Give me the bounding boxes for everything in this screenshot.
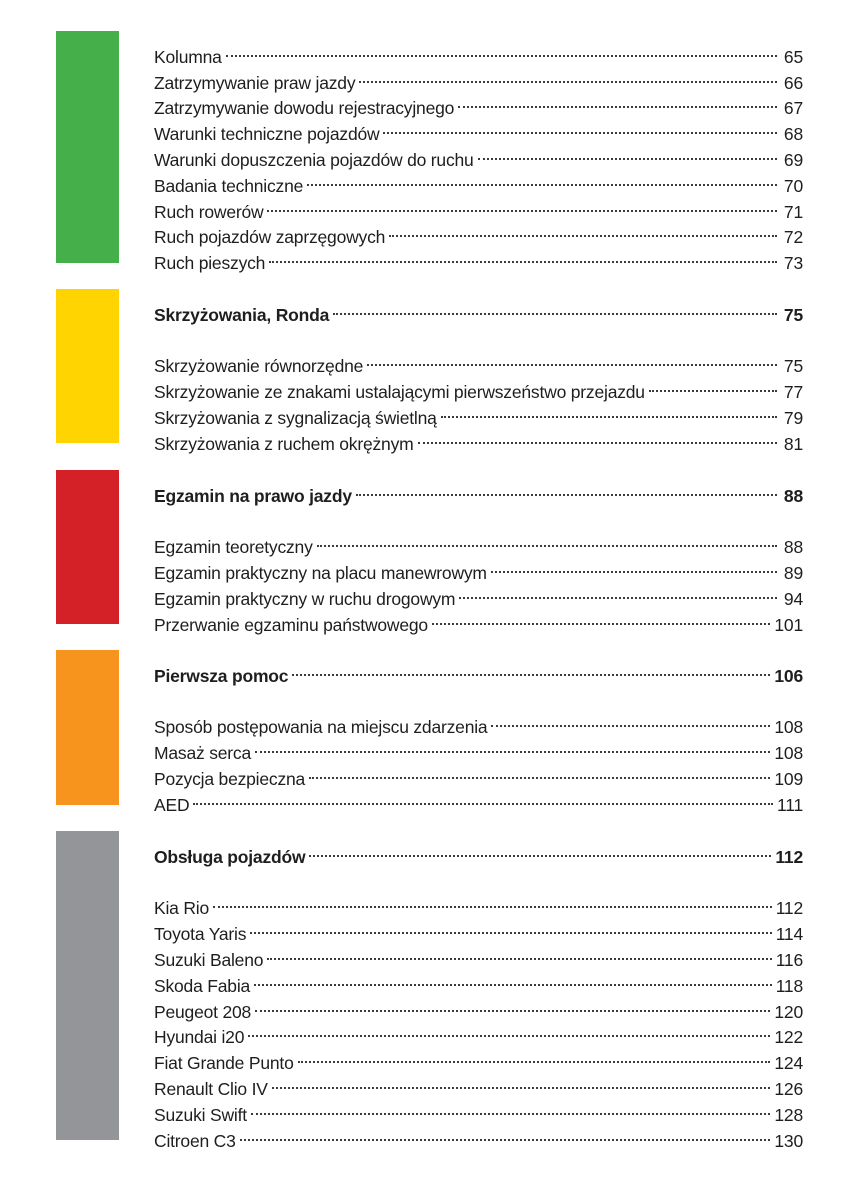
toc-entry-title: Ruch rowerów	[154, 201, 264, 222]
toc-entry-title: Warunki techniczne pojazdów	[154, 124, 380, 145]
dot-leader	[254, 966, 772, 992]
dot-leader	[383, 114, 777, 140]
dot-leader	[248, 1018, 770, 1044]
toc-entry-title: Ruch pojazdów zaprzęgowych	[154, 227, 386, 248]
toc-entry-title: Suzuki Swift	[154, 1104, 247, 1125]
toc-entry-page: 128	[774, 1104, 803, 1125]
section-color-bar-yellow	[56, 289, 119, 443]
toc-entry-title: Badania techniczne	[154, 175, 304, 196]
toc-entry-page: 89	[783, 563, 803, 584]
toc-entry-title: Toyota Yaris	[154, 924, 247, 945]
toc-entry-title: Renault Clio IV	[154, 1078, 268, 1099]
dot-leader	[255, 733, 770, 759]
toc-section-grey	[154, 837, 803, 1151]
dot-leader	[298, 1043, 771, 1069]
toc-entry[interactable]	[154, 1043, 803, 1074]
toc-entry[interactable]	[154, 1095, 803, 1125]
dot-leader	[307, 166, 777, 192]
section-color-bar-green	[56, 31, 119, 263]
toc-section-green	[154, 37, 803, 274]
dot-leader	[292, 656, 770, 682]
toc-entry-title: Zatrzymywanie dowodu rejestracyjnego	[154, 98, 455, 119]
dot-leader	[193, 785, 773, 811]
dot-leader	[441, 398, 777, 424]
dot-leader	[309, 759, 770, 785]
toc-entry-title: Citroen C3	[154, 1130, 236, 1151]
dot-leader	[418, 424, 778, 450]
toc-chapter-heading[interactable]	[154, 656, 803, 686]
toc-chapter-page: 88	[783, 485, 803, 506]
toc-entry-title: Skrzyżowania z ruchem okrężnym	[154, 433, 414, 454]
dot-leader	[458, 89, 777, 115]
toc-entry-page: 122	[774, 1027, 803, 1048]
toc-entry-page: 70	[783, 175, 803, 196]
toc-entry-page: 130	[774, 1130, 803, 1151]
dot-leader	[317, 528, 777, 554]
toc-entry-page: 111	[776, 794, 803, 815]
toc-entry-title: Egzamin praktyczny w ruchu drogowym	[154, 588, 456, 609]
dot-leader	[491, 553, 777, 579]
toc-entry-title: Masaż serca	[154, 743, 251, 764]
toc-entry-page: 126	[774, 1078, 803, 1099]
dot-leader	[478, 140, 777, 166]
toc-entry-page: 67	[783, 98, 803, 119]
toc-entry-page: 101	[774, 614, 803, 635]
toc-chapter-title: Obsługa pojazdów	[154, 846, 306, 867]
toc-entry-title: Kolumna	[154, 46, 222, 67]
section-color-bar-orange	[56, 650, 119, 805]
toc-entry-title: Skrzyżowanie równorzędne	[154, 356, 364, 377]
toc-entry-page: 108	[774, 717, 803, 738]
toc-entry[interactable]	[154, 785, 803, 815]
toc-entry-page: 77	[783, 382, 803, 403]
toc-entry-page: 114	[775, 924, 803, 945]
toc-entry-title: Ruch pieszych	[154, 253, 266, 274]
toc-entry-page: 72	[783, 227, 803, 248]
toc-entry-title: Hyundai i20	[154, 1027, 245, 1048]
toc-entry[interactable]	[154, 37, 803, 67]
toc-entry-page: 79	[783, 407, 803, 428]
toc-chapter-heading[interactable]	[154, 295, 803, 325]
toc-entry-page: 116	[775, 949, 803, 970]
toc-entry-page: 75	[783, 356, 803, 377]
dot-leader	[250, 914, 771, 940]
section-color-bar-red	[56, 470, 119, 624]
toc-entry-page: 118	[775, 975, 803, 996]
toc-entry-title: Suzuki Baleno	[154, 949, 264, 970]
toc-section-yellow	[154, 295, 803, 454]
dot-leader	[333, 295, 777, 321]
dot-leader	[255, 992, 770, 1018]
toc-section-orange	[154, 656, 803, 815]
toc-entry[interactable]	[154, 889, 803, 919]
toc-entry-page: 88	[783, 537, 803, 558]
toc-entry-page: 81	[783, 433, 803, 454]
dot-leader	[267, 940, 771, 966]
toc-entry-title: Warunki dopuszczenia pojazdów do ruchu	[154, 149, 474, 170]
dot-leader	[389, 218, 777, 244]
toc-entry-page: 94	[783, 588, 803, 609]
toc-chapter-page: 75	[783, 304, 803, 325]
dot-leader	[272, 1069, 771, 1095]
toc-chapter-heading[interactable]	[154, 476, 803, 506]
toc-entry-title: Skoda Fabia	[154, 975, 251, 996]
toc-entry[interactable]	[154, 708, 803, 738]
toc-entry-page: 108	[774, 743, 803, 764]
toc-entry-page: 69	[783, 149, 803, 170]
toc-entry[interactable]	[154, 63, 803, 93]
toc-chapter-title: Pierwsza pomoc	[154, 665, 289, 686]
toc-entry-title: Zatrzymywanie praw jazdy	[154, 72, 356, 93]
toc-entry-page: 73	[783, 253, 803, 274]
toc-chapter-page: 112	[775, 846, 803, 867]
toc-entry-title: Skrzyżowanie ze znakami ustalającymi pierwszeństwo przejazdu	[154, 382, 645, 403]
dot-leader	[356, 476, 777, 502]
toc-entry-page: 109	[774, 768, 803, 789]
toc-entry-page: 71	[783, 201, 803, 222]
dot-leader	[491, 708, 770, 734]
dot-leader	[226, 37, 777, 63]
toc-entry-page: 112	[775, 898, 803, 919]
toc-entry-page: 68	[783, 124, 803, 145]
toc-entry-title: Egzamin teoretyczny	[154, 537, 313, 558]
toc-entry-title: Peugeot 208	[154, 1001, 252, 1022]
toc-entry-title: Fiat Grande Punto	[154, 1053, 294, 1074]
toc-entry-page: 66	[783, 72, 803, 93]
dot-leader	[213, 889, 772, 915]
toc-entry-title: AED	[154, 794, 190, 815]
toc-chapter-title: Skrzyżowania, Ronda	[154, 304, 330, 325]
toc-entry-title: Kia Rio	[154, 898, 210, 919]
toc-section-red	[154, 476, 803, 635]
toc-entry[interactable]	[154, 1018, 803, 1048]
toc-entry[interactable]	[154, 940, 803, 970]
toc-entry-page: 120	[774, 1001, 803, 1022]
toc-entry[interactable]	[154, 1121, 803, 1151]
dot-leader	[251, 1095, 770, 1121]
toc-entry-title: Skrzyżowania z sygnalizacją świetlną	[154, 407, 437, 428]
toc-chapter-page: 106	[774, 665, 803, 686]
toc-entry[interactable]	[154, 347, 803, 377]
dot-leader	[309, 837, 771, 863]
toc-entry[interactable]	[154, 914, 803, 945]
toc-entry-title: Sposób postępowania na miejscu zdarzenia	[154, 717, 488, 738]
dot-leader	[459, 579, 777, 605]
dot-leader	[359, 63, 777, 89]
section-color-bar-grey	[56, 831, 119, 1140]
toc-entry-page: 124	[774, 1053, 803, 1074]
toc-entry-page: 65	[783, 46, 803, 67]
dot-leader	[267, 192, 777, 218]
toc-entry-title: Przerwanie egzaminu państwowego	[154, 614, 428, 635]
toc-entry-title: Pozycja bezpieczna	[154, 768, 306, 789]
toc-entry-title: Egzamin praktyczny na placu manewrowym	[154, 563, 487, 584]
toc-chapter-heading[interactable]	[154, 837, 803, 867]
dot-leader	[240, 1121, 771, 1147]
dot-leader	[269, 243, 777, 269]
toc-chapter-title: Egzamin na prawo jazdy	[154, 485, 352, 506]
dot-leader	[649, 372, 777, 398]
toc-entry[interactable]	[154, 528, 803, 558]
dot-leader	[367, 347, 777, 373]
dot-leader	[432, 605, 770, 631]
